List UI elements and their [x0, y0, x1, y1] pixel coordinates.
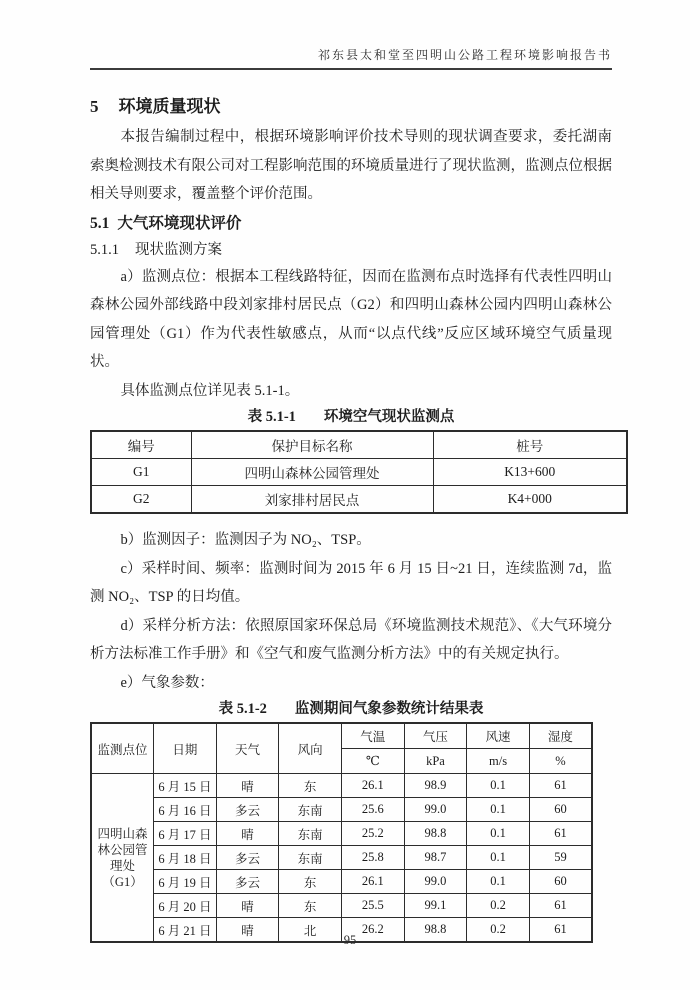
header-cell: 日期: [154, 723, 217, 774]
table-cell: 25.8: [342, 846, 405, 870]
table-row: [91, 822, 592, 846]
section-5-1-number: 5.1: [90, 214, 110, 232]
table-cell: 61: [529, 822, 592, 846]
table-cell: 98.8: [404, 918, 467, 943]
air-monitoring-points-table: [90, 430, 628, 514]
table-cell: 0.1: [467, 822, 530, 846]
table-cell: 东南: [279, 822, 342, 846]
see-table-paragraph: 具体监测点位详见表 5.1-1。: [120, 382, 300, 399]
item-a-paragraph: a）监测点位：根据本工程线路特征，因而在监测布点时选择有代表性四明山森林公园外部线路中段刘家排村居民点（G2）和四明山森林公园内四明山森林公园管理处（G1）作为代表性敏感点，从而“以点代线”反应区域环境空气质量现状。: [90, 268, 612, 370]
table-cell: 98.9: [404, 774, 467, 798]
table-cell: G2: [91, 486, 191, 514]
unit-cell: kPa: [404, 749, 467, 774]
section-5-1-1-number: 5.1.1: [90, 241, 119, 258]
table-cell: 61: [529, 774, 592, 798]
table-cell: 北: [279, 918, 342, 943]
table-cell: 26.1: [342, 774, 405, 798]
table-cell: 东: [279, 894, 342, 918]
header-cell: 风速: [467, 723, 530, 749]
table-row: [91, 870, 592, 894]
running-header: [90, 46, 612, 70]
table-cell: 多云: [216, 846, 279, 870]
table-5-1-2-caption: [90, 697, 612, 721]
table-5-1-2-caption-title: 监测期间气象参数统计结果表: [294, 701, 484, 717]
section-5-1-heading: [90, 211, 612, 237]
table-cell: 多云: [216, 798, 279, 822]
header-cell: 湿度: [529, 723, 592, 749]
table-cell: 6 月 20 日: [154, 894, 217, 918]
table-cell: K4+000: [433, 486, 627, 514]
table-cell: 6 月 18 日: [154, 846, 217, 870]
table-cell: 晴: [216, 918, 279, 943]
table-cell: 0.1: [467, 870, 530, 894]
header-cell: 气压: [404, 723, 467, 749]
table-cell: 东南: [279, 798, 342, 822]
table-cell: 多云: [216, 870, 279, 894]
item-e-paragraph: e）气象参数：: [120, 674, 214, 691]
table-cell: 25.6: [342, 798, 405, 822]
table-cell: 晴: [216, 894, 279, 918]
weather-parameters-table: [90, 722, 593, 943]
table-header-row: [91, 431, 627, 459]
table-row: [91, 846, 592, 870]
table-5-1-1-caption-title: 环境空气现状监测点: [323, 409, 455, 425]
unit-cell: %: [529, 749, 592, 774]
table-cell: 99.0: [404, 798, 467, 822]
header-cell: 天气: [216, 723, 279, 774]
table-cell: 26.2: [342, 918, 405, 943]
table-cell: 6 月 16 日: [154, 798, 217, 822]
table-cell: 0.1: [467, 846, 530, 870]
table-cell: 0.2: [467, 918, 530, 943]
table-cell: 6 月 21 日: [154, 918, 217, 943]
section-5-title: 环境质量现状: [118, 97, 221, 116]
table-cell: 61: [529, 918, 592, 943]
table-cell: 60: [529, 798, 592, 822]
table-cell: 59: [529, 846, 592, 870]
table-cell: 6 月 19 日: [154, 870, 217, 894]
table-5-1-2-caption-label: 表 5.1-2: [218, 701, 267, 717]
table-cell: 60: [529, 870, 592, 894]
table-header-row: [91, 723, 592, 749]
table-cell: 26.1: [342, 870, 405, 894]
table-row: [91, 459, 627, 486]
unit-cell: m/s: [467, 749, 530, 774]
table-cell: 东: [279, 774, 342, 798]
header-cell: 气温: [342, 723, 405, 749]
table-cell: 98.7: [404, 846, 467, 870]
running-header-title: 祁东县太和堂至四明山公路工程环境影响报告书: [317, 48, 612, 62]
intro-paragraph: 本报告编制过程中，根据环境影响评价技术导则的现状调查要求，委托湖南索奥检测技术有限公司对工程影响范围的环境质量进行了现状监测，监测点位根据相关导则要求，覆盖整个评价范围。: [90, 129, 612, 202]
table-cell: G1: [91, 459, 191, 486]
table-cell: 0.2: [467, 894, 530, 918]
table-cell: 25.5: [342, 894, 405, 918]
table-cell: 0.1: [467, 798, 530, 822]
item-b-paragraph: b）监测因子：监测因子为 NO₂、TSP。: [120, 532, 371, 548]
header-cell: 编号: [91, 431, 191, 459]
page-number: 95: [343, 933, 357, 947]
table-cell: 25.2: [342, 822, 405, 846]
section-5-heading: [90, 95, 612, 119]
table-5-1-1-caption: [90, 405, 612, 429]
item-c-paragraph: c）采样时间、频率：监测时间为 2015 年 6 月 15 日~21 日，连续监测 7d，监测 NO₂、TSP 的日均值。: [90, 560, 612, 605]
table-cell: 99.1: [404, 894, 467, 918]
header-cell: 风向: [279, 723, 342, 774]
table-cell: 99.0: [404, 870, 467, 894]
section-5-number: 5: [90, 97, 99, 116]
header-cell: 桩号: [433, 431, 627, 459]
table-cell: 6 月 17 日: [154, 822, 217, 846]
section-5-1-title: 大气环境现状评价: [117, 214, 242, 232]
table-row: [91, 774, 592, 798]
header-cell: 监测点位: [91, 723, 154, 774]
table-cell: 刘家排村居民点: [191, 486, 433, 514]
item-d-paragraph: d）采样分析方法：依照原国家环保总局《环境监测技术规范》、《大气环境分析方法标准工作手册》和《空气和废气监测分析方法》中的有关规定执行。: [90, 617, 612, 662]
table-cell: 晴: [216, 822, 279, 846]
table-cell: 6 月 15 日: [154, 774, 217, 798]
table-row: [91, 894, 592, 918]
table-cell: 0.1: [467, 774, 530, 798]
table-row: [91, 486, 627, 514]
table-cell: 东: [279, 870, 342, 894]
header-cell: 保护目标名称: [191, 431, 433, 459]
table-cell: K13+600: [433, 459, 627, 486]
section-5-1-1-title: 现状监测方案: [135, 241, 222, 258]
table-cell: 61: [529, 894, 592, 918]
table-cell: 东南: [279, 846, 342, 870]
section-5-1-1-heading: [90, 237, 612, 263]
table-cell: 晴: [216, 774, 279, 798]
table-row: [91, 798, 592, 822]
site-cell: 四明山森林公园管理处（G1）: [91, 774, 154, 943]
table-cell: 98.8: [404, 822, 467, 846]
table-cell: 四明山森林公园管理处: [191, 459, 433, 486]
table-5-1-1-caption-label: 表 5.1-1: [247, 409, 296, 425]
unit-cell: ℃: [342, 749, 405, 774]
